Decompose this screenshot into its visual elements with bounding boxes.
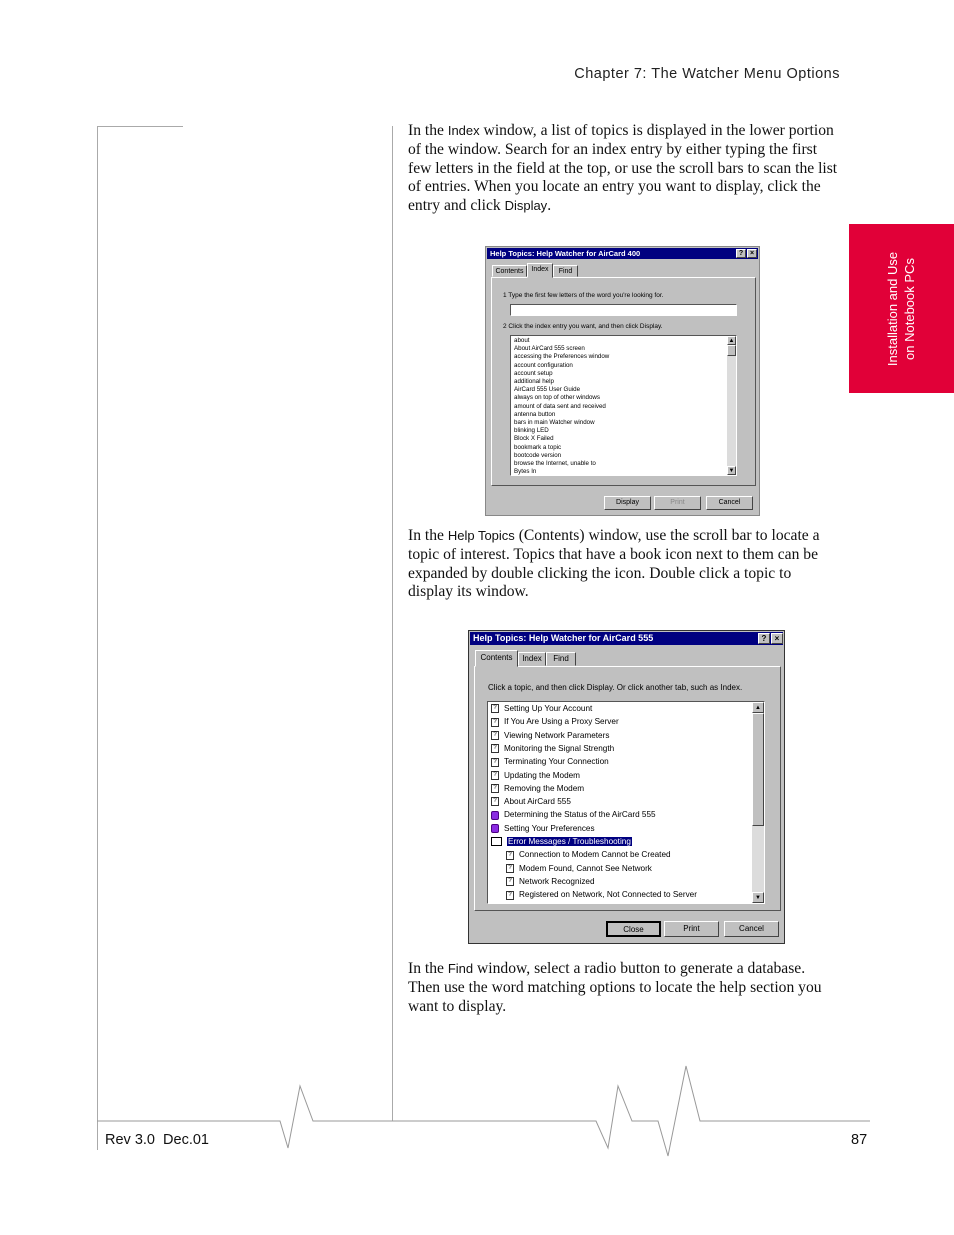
column-divider-rule (392, 126, 393, 1121)
footer-revision: Rev 3.0 Dec.01 (105, 1132, 209, 1148)
page-icon: ? (506, 864, 514, 873)
scroll-thumb[interactable] (727, 345, 736, 356)
index-list-item[interactable]: bookmark a topic (514, 443, 562, 451)
tab-find[interactable]: Find (553, 265, 578, 277)
topic-label: Connection to Modem Cannot be Created (519, 850, 671, 860)
index-paragraph: In the Index window, a list of topics is displayed in the lower portion of the window. Search for an index entry by either typing the first few letters in the field at the top, or use the scroll bars to scan the list of entries. When you locate an entry you want to display, click the entry and click Display. (408, 122, 838, 215)
book-icon (491, 811, 499, 820)
index-list-item[interactable]: Block X Failed (514, 435, 554, 443)
topic-tree-item[interactable] (491, 731, 609, 740)
topic-tree-item[interactable] (491, 771, 580, 780)
index-list-item[interactable]: blinking LED (514, 427, 549, 435)
side-tab-line2: on Notebook PCs (902, 257, 918, 360)
topic-label: Updating the Modem (504, 770, 581, 780)
topic-tree-item[interactable] (491, 784, 584, 793)
find-paragraph: In the Find window, select a radio button to generate a database. Then use the word matching options to locate the help section you want to display. (408, 960, 822, 1015)
topic-tree-item[interactable] (491, 757, 609, 766)
tab-index[interactable]: Index (518, 652, 546, 666)
topic-label: Registered on Network, Not Connected to Server (519, 890, 697, 900)
left-margin-rule (97, 126, 98, 1150)
ui-term-display: Display (504, 198, 548, 214)
ui-term-find: Find (447, 961, 474, 976)
topic-label: Setting Your Preferences (504, 823, 595, 833)
display-button[interactable]: Display (604, 496, 651, 510)
scroll-down-icon[interactable]: ▼ (752, 892, 764, 903)
scroll-thumb[interactable] (752, 713, 764, 826)
index-entry-list[interactable] (510, 335, 737, 476)
step1-label: 1 Type the first few letters of the word you're looking for. (503, 292, 664, 299)
book-icon (491, 824, 499, 833)
topic-tree-item[interactable] (491, 797, 571, 806)
topic-tree-item[interactable] (491, 810, 656, 819)
topic-label: Monitoring the Signal Strength (504, 743, 615, 753)
close-icon[interactable]: × (747, 249, 757, 258)
top-left-rule (97, 126, 183, 127)
topic-label: Network Recognized (519, 876, 595, 886)
ui-term-index: Index (447, 123, 480, 138)
page-number: 87 (851, 1132, 868, 1148)
ui-term-help-topics: Help Topics (447, 528, 515, 543)
scroll-down-icon[interactable]: ▼ (728, 468, 735, 474)
topic-label: Determining the Status of the AirCard 555 (504, 810, 656, 820)
index-list-item[interactable]: about (514, 337, 530, 344)
topic-tree-item[interactable] (506, 850, 671, 859)
step2-label: 2 Click the index entry you want, and then click Display. (503, 323, 663, 330)
print-button[interactable]: Print (654, 496, 701, 510)
tab-index[interactable]: Index (527, 263, 553, 278)
topic-label: Modem Found, Cannot See Network (519, 863, 652, 873)
dialog-title-bar: Help Topics: Help Watcher for AirCard 555 (470, 632, 783, 645)
cancel-button[interactable]: Cancel (706, 496, 753, 510)
topic-tree-item[interactable] (491, 717, 619, 726)
tab-contents[interactable]: Contents (475, 650, 518, 667)
index-list-item[interactable]: bars in main Watcher window (514, 419, 595, 427)
index-search-input[interactable] (510, 304, 737, 316)
page-icon: ? (491, 797, 499, 806)
print-button[interactable]: Print (664, 921, 719, 937)
index-list-item[interactable]: Bytes In (514, 468, 537, 476)
index-list-item[interactable]: account setup (514, 369, 553, 377)
topic-tree-item[interactable] (491, 704, 592, 713)
contents-tree-scrollbar[interactable] (752, 702, 764, 903)
page-icon: ? (491, 704, 499, 713)
cancel-button[interactable]: Cancel (724, 921, 779, 937)
topic-tree-item[interactable] (491, 837, 632, 846)
topic-tree-item[interactable] (491, 744, 614, 753)
close-button[interactable]: Close (606, 921, 661, 937)
side-tab-line1: Installation and Use (885, 251, 901, 366)
footer-waveform (0, 1060, 954, 1170)
topic-label: Removing the Modem (504, 783, 585, 793)
page-icon: ? (506, 891, 514, 900)
topic-tree-item[interactable] (491, 824, 595, 833)
contents-instruction: Click a topic, and then click Display. Or click another tab, such as Index. (488, 683, 743, 692)
help-icon[interactable]: ? (736, 249, 746, 258)
index-list-scrollbar[interactable] (727, 336, 736, 475)
contents-topic-tree[interactable] (487, 701, 765, 904)
scroll-up-icon[interactable]: ▲ (728, 338, 735, 344)
page-icon: ? (506, 851, 514, 860)
scroll-up-icon[interactable]: ▲ (752, 702, 764, 713)
page-icon: ? (506, 877, 514, 886)
help-topics-index-dialog (485, 246, 760, 516)
page-icon: ? (491, 784, 499, 793)
tab-contents[interactable]: Contents (492, 265, 527, 277)
page-icon: ? (491, 731, 499, 740)
topic-tree-item[interactable] (506, 864, 652, 873)
topic-label: About AirCard 555 (504, 797, 571, 807)
index-list-item[interactable]: AirCard 555 User Guide (514, 386, 581, 394)
open-book-icon (491, 837, 502, 846)
topic-tree-item[interactable] (506, 890, 697, 899)
chapter-header: Chapter 7: The Watcher Menu Options (574, 66, 840, 82)
close-icon[interactable]: × (771, 633, 783, 644)
index-list-item[interactable]: antenna button (514, 410, 556, 418)
topic-label: Error Messages / Troubleshooting (508, 837, 631, 846)
page-icon: ? (491, 744, 499, 753)
index-list-item[interactable]: accessing the Preferences window (514, 353, 610, 361)
topic-label: Setting Up Your Account (504, 704, 593, 713)
page-icon: ? (491, 718, 499, 727)
index-list-item[interactable]: amount of data sent and received (514, 402, 606, 410)
index-list-item[interactable]: browse the Internet, unable to (514, 460, 596, 468)
index-list-item[interactable]: additional help (514, 378, 554, 386)
index-list-item[interactable]: bootcode version (514, 451, 562, 459)
side-tab-label (849, 224, 954, 393)
topic-label: Terminating Your Connection (504, 757, 609, 767)
help-icon[interactable]: ? (758, 633, 770, 644)
page-icon: ? (491, 771, 499, 780)
index-list-item[interactable]: always on top of other windows (514, 394, 600, 402)
help-topics-contents-dialog (468, 630, 785, 944)
tab-find[interactable]: Find (546, 652, 576, 666)
index-list-item[interactable]: account configuration (514, 361, 573, 369)
index-list-item[interactable]: About AirCard 555 screen (514, 345, 585, 353)
page-icon: ? (491, 758, 499, 767)
dialog-title-bar: Help Topics: Help Watcher for AirCard 400 (487, 248, 758, 259)
topic-tree-item[interactable] (506, 877, 595, 886)
help-topics-paragraph: In the Help Topics (Contents) window, use the scroll bar to locate a topic of interest. Topics that have a book icon next to them can be expanded by double clicking the icon. Double click a topic to display its window. (408, 527, 820, 601)
topic-label: Viewing Network Parameters (504, 730, 610, 740)
topic-label: If You Are Using a Proxy Server (504, 717, 619, 727)
